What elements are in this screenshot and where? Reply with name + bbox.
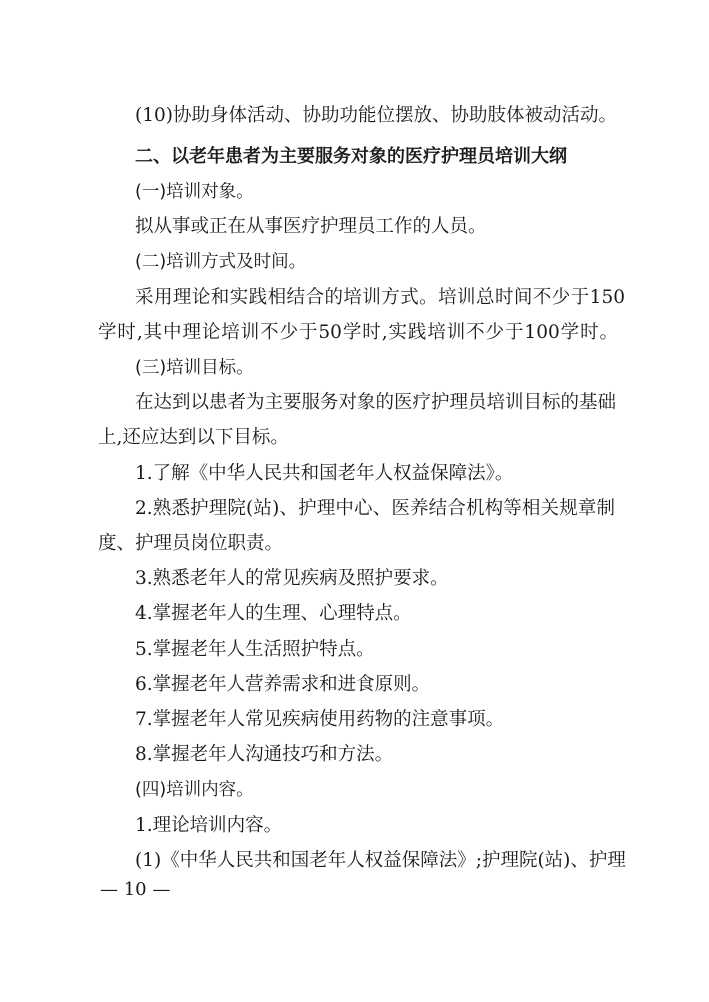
text-line: 学时,其中理论培训不少于50学时,实践培训不少于100学时。 bbox=[98, 322, 618, 343]
text-line: 上,还应达到以下目标。 bbox=[98, 427, 289, 448]
subsection-heading: (二)培训方式及时间。 bbox=[135, 252, 307, 272]
list-item: 1.理论培训内容。 bbox=[135, 815, 283, 836]
list-item: 7.掌握老年人常见疾病使用药物的注意事项。 bbox=[135, 709, 505, 730]
list-item: 3.熟悉老年人的常见疾病及照护要求。 bbox=[135, 568, 449, 589]
text-line: 采用理论和实践相结合的培训方式。培训总时间不少于150 bbox=[135, 287, 625, 308]
list-item: 4.掌握老年人的生理、心理特点。 bbox=[135, 603, 412, 624]
subsection-heading: (三)培训目标。 bbox=[135, 358, 254, 378]
page-number: — 10 — bbox=[100, 879, 171, 900]
list-item: (1)《中华人民共和国老年人权益保障法》;护理院(站)、护理 bbox=[135, 850, 626, 871]
subsection-heading: (一)培训对象。 bbox=[135, 182, 254, 202]
list-item: 8.掌握老年人沟通技巧和方法。 bbox=[135, 744, 394, 765]
list-item: 1.了解《中华人民共和国老年人权益保障法》。 bbox=[135, 463, 514, 484]
text-line: 拟从事或正在从事医疗护理员工作的人员。 bbox=[135, 216, 487, 237]
list-item: 2.熟悉护理院(站)、护理中心、医养结合机构等相关规章制 bbox=[135, 498, 615, 519]
list-item: 6.掌握老年人营养需求和进食原则。 bbox=[135, 674, 431, 695]
list-item: 5.掌握老年人生活照护特点。 bbox=[135, 639, 375, 660]
subsection-heading: (四)培训内容。 bbox=[135, 780, 254, 800]
text-line: 在达到以患者为主要服务对象的医疗护理员培训目标的基础 bbox=[135, 392, 617, 413]
text-line: (10)协助身体活动、协助功能位摆放、协助肢体被动活动。 bbox=[135, 105, 617, 126]
text-line: 度、护理员岗位职责。 bbox=[98, 533, 284, 554]
section-heading: 二、以老年患者为主要服务对象的医疗护理员培训大纲 bbox=[135, 146, 567, 167]
